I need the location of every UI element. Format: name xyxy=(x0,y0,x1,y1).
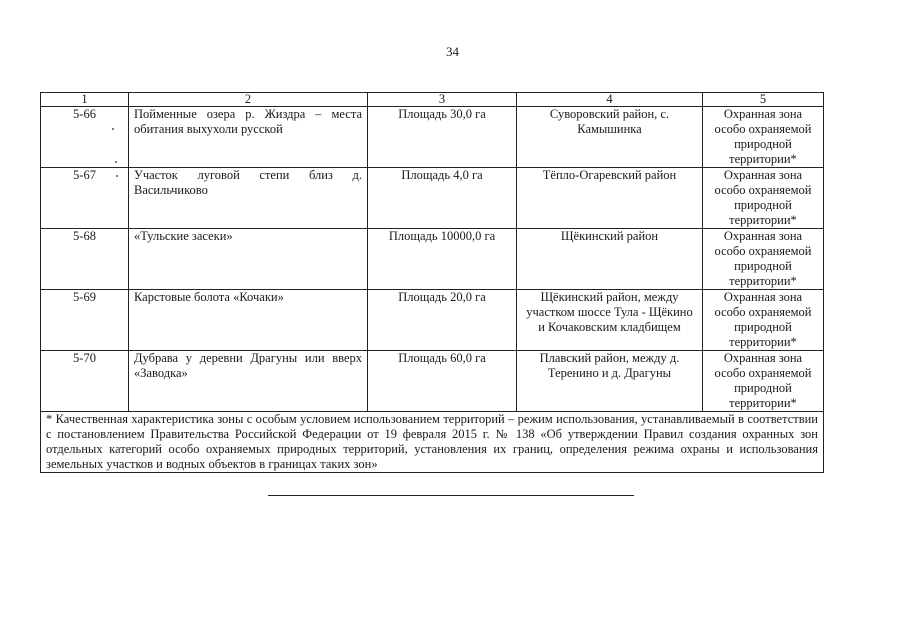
area-location: Суворовский район, с. Камышинка xyxy=(517,107,703,168)
area-name: Карстовые болота «Кочаки» xyxy=(129,290,368,351)
column-header: 3 xyxy=(368,93,517,107)
zone-type: Охранная зона особо охраняемой природной территории* xyxy=(703,290,824,351)
area-size: Площадь 60,0 га xyxy=(368,351,517,412)
scan-speck xyxy=(115,161,117,163)
area-location: Щёкинский район xyxy=(517,229,703,290)
area-size: Площадь 10000,0 га xyxy=(368,229,517,290)
table-row xyxy=(41,229,824,290)
table-row xyxy=(41,351,824,412)
row-number: 5-66 xyxy=(41,107,129,168)
table-row xyxy=(41,290,824,351)
protected-areas-table xyxy=(40,92,824,473)
area-location: Щёкинский район, между участком шоссе Тула - Щёкино и Кочаковским кладбищем xyxy=(517,290,703,351)
table-header-row xyxy=(41,93,824,107)
area-name: Дубрава у деревни Драгуны или вверх «Заводка» xyxy=(129,351,368,412)
row-number: 5-68 xyxy=(41,229,129,290)
scan-speck xyxy=(112,128,114,130)
zone-type: Охранная зона особо охраняемой природной территории* xyxy=(703,351,824,412)
scan-speck xyxy=(116,175,118,177)
table-row xyxy=(41,107,824,168)
column-header: 1 xyxy=(41,93,129,107)
area-name: Пойменные озера р. Жиздра – места обитания выхухоли русской xyxy=(129,107,368,168)
column-header: 4 xyxy=(517,93,703,107)
column-header: 5 xyxy=(703,93,824,107)
zone-type: Охранная зона особо охраняемой природной территории* xyxy=(703,229,824,290)
area-size: Площадь 30,0 га xyxy=(368,107,517,168)
table-row xyxy=(41,168,824,229)
area-location: Тёпло-Огаревский район xyxy=(517,168,703,229)
area-location: Плавский район, между д. Теренино и д. Драгуны xyxy=(517,351,703,412)
row-number: 5-70 xyxy=(41,351,129,412)
row-number: 5-69 xyxy=(41,290,129,351)
table-footnote: * Качественная характеристика зоны с особым условием использованием территорий – режим использования, устанавливаемый в соответствии с постановлением Правительства Российской Федерации от 19 февраля 2015 г. № 138 «Об утверждении Правил создания охранных зон отдельных категорий особо охраняемых природных территорий, установления их границ, определения режима охраны и использования земельных участков и водных объектов в границах таких зон» xyxy=(41,412,824,473)
zone-type: Охранная зона особо охраняемой природной территории* xyxy=(703,107,824,168)
area-name: «Тульские засеки» xyxy=(129,229,368,290)
row-number: 5-67 xyxy=(41,168,129,229)
area-name: Участок луговой степи близ д. Васильчиково xyxy=(129,168,368,229)
area-size: Площадь 20,0 га xyxy=(368,290,517,351)
area-size: Площадь 4,0 га xyxy=(368,168,517,229)
zone-type: Охранная зона особо охраняемой природной территории* xyxy=(703,168,824,229)
closing-rule xyxy=(268,495,634,496)
page-number: 34 xyxy=(446,44,459,59)
column-header: 2 xyxy=(129,93,368,107)
footnote-row xyxy=(41,412,824,473)
